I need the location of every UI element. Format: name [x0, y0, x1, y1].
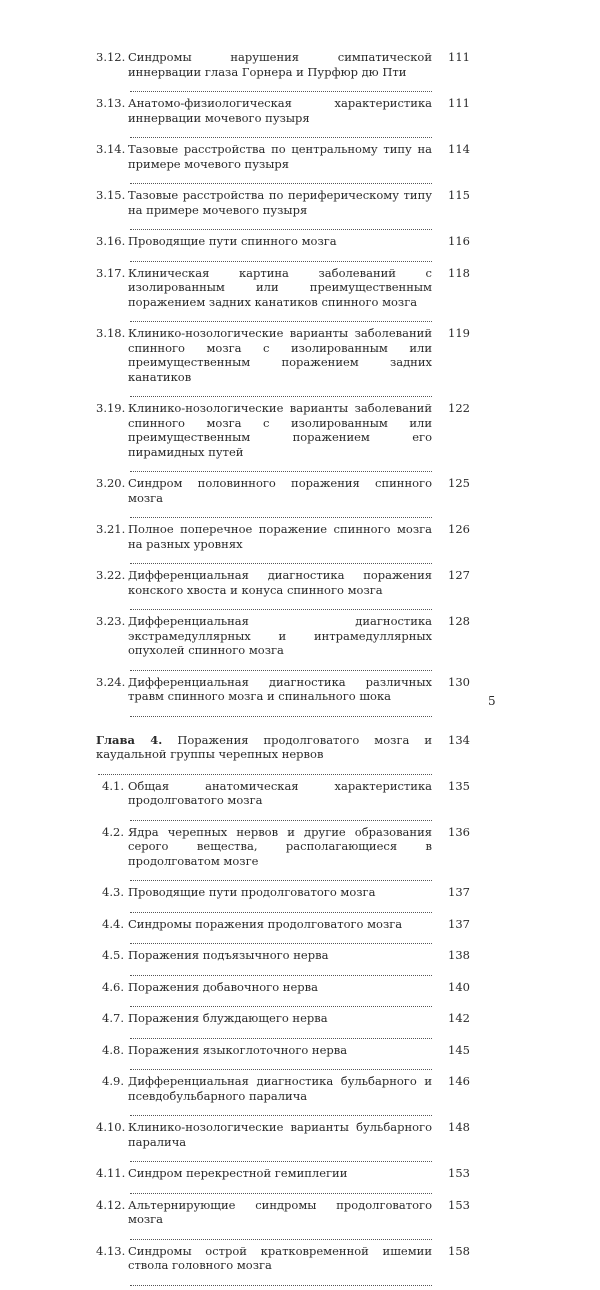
section-title: Клиническая картина заболеваний с изолированным или преимущественным поражением задних канатиков спинного мозга — [128, 265, 432, 309]
section-title: Синдромы острой кратковременной ишемии ствола головного мозга — [128, 1243, 432, 1272]
entry-body — [128, 1011, 432, 1039]
section-title: Полное поперечное поражение спинного мозга на разных уровнях — [128, 522, 432, 551]
entry-text-wrap — [128, 779, 432, 821]
dot-leader — [130, 1181, 432, 1194]
entry-text-wrap — [128, 1244, 432, 1286]
page-ref: 111 — [448, 96, 470, 110]
toc-entry[interactable] — [96, 188, 470, 230]
dot-leader — [130, 1026, 432, 1039]
section-number: 3.20. — [96, 476, 126, 490]
section-title: Клинико-нозологические варианты заболеваний спинного мозга с изолированным или преимущественным поражением его пирамидных путей — [128, 401, 432, 459]
entry-body — [128, 779, 432, 821]
entry-text-wrap — [128, 188, 432, 230]
section-title: Тазовые расстройства по периферическому типу на примере мочевого пузыря — [128, 188, 432, 217]
toc-entry[interactable] — [96, 1166, 470, 1194]
page-ref: 142 — [448, 1011, 470, 1025]
section-number: 3.17. — [96, 265, 126, 280]
entry-text-wrap — [128, 234, 432, 262]
entry-body — [128, 522, 432, 564]
dot-leader — [130, 384, 432, 397]
page-ref: 125 — [448, 476, 470, 490]
entry-body — [128, 1198, 432, 1240]
dot-leader — [130, 994, 432, 1007]
dot-leader — [130, 249, 432, 262]
page-ref: 130 — [448, 674, 470, 689]
entry-body — [128, 50, 432, 92]
entry-body — [128, 1120, 432, 1162]
toc-entry[interactable] — [96, 675, 470, 717]
toc-entry[interactable] — [96, 1043, 470, 1071]
section-title: Поражения добавочного нерва — [128, 979, 318, 994]
toc-entry[interactable] — [96, 1198, 470, 1240]
dot-leader — [130, 459, 432, 472]
entry-text-wrap — [128, 142, 432, 184]
toc-entry[interactable] — [96, 1074, 470, 1116]
dot-leader — [130, 704, 432, 717]
toc-entry[interactable] — [96, 326, 470, 397]
page-ref: 145 — [448, 1042, 470, 1057]
section-number: 4.9. — [102, 1074, 124, 1088]
entry-text-wrap — [128, 50, 432, 92]
section-title: Ядра черепных нервов и другие образования серого вещества, располагающиеся в продолговатом мозге — [128, 824, 432, 868]
page-ref: 140 — [448, 979, 470, 994]
page-ref: 116 — [448, 234, 470, 248]
section-number: 3.14. — [96, 142, 126, 156]
dot-leader — [130, 79, 432, 92]
page-ref: 148 — [448, 1120, 470, 1134]
section-title: Дифференциальная диагностика экстрамедуллярных и интрамедуллярных опухолей спинного мозга — [128, 614, 432, 657]
entry-text-wrap — [128, 476, 432, 518]
entry-body — [128, 1043, 432, 1071]
page-number: 5 — [488, 694, 496, 708]
entry-body — [128, 401, 432, 472]
page-ref: 114 — [448, 142, 470, 156]
dot-leader — [130, 931, 432, 944]
page-ref: 138 — [448, 948, 470, 962]
section-title: Альтернирующие синдромы продолговатого мозга — [128, 1197, 432, 1226]
entry-body — [128, 96, 432, 138]
dot-leader — [130, 309, 432, 322]
toc-entry[interactable] — [96, 948, 470, 976]
entry-body — [128, 188, 432, 230]
dot-leader — [130, 1103, 432, 1116]
dot-leader — [130, 551, 432, 564]
toc-entry[interactable] — [96, 142, 470, 184]
page-ref: 153 — [448, 1197, 470, 1212]
page-ref: 126 — [448, 522, 470, 536]
dot-leader — [130, 900, 432, 913]
dot-leader — [130, 1149, 432, 1162]
section-number: 3.13. — [96, 96, 126, 110]
entry-text-wrap — [128, 1120, 432, 1162]
section-list-chapter-4 — [96, 779, 470, 1286]
page-ref: 122 — [448, 401, 470, 415]
toc-entry[interactable] — [96, 476, 470, 518]
toc-entry[interactable] — [96, 266, 470, 323]
page-ref: 118 — [448, 265, 470, 280]
dot-leader — [98, 762, 432, 775]
section-number: 3.18. — [96, 326, 126, 340]
table-of-contents — [96, 50, 470, 1290]
section-number: 3.23. — [96, 614, 126, 628]
entry-body — [128, 234, 432, 262]
entry-body — [128, 1244, 432, 1286]
entry-text-wrap — [128, 948, 432, 976]
toc-entry[interactable] — [96, 614, 470, 671]
section-title: Клинико-нозологические варианты бульбарного паралича — [128, 1120, 432, 1149]
page-ref: 135 — [448, 778, 470, 793]
toc-entry[interactable] — [96, 234, 470, 262]
dot-leader — [130, 217, 432, 230]
entry-body — [128, 326, 432, 397]
section-title: Синдром перекрестной гемиплегии — [128, 1166, 348, 1180]
section-title: Общая анатомическая характеристика продолговатого мозга — [128, 778, 432, 807]
section-title: Тазовые расстройства по центральному типу на примере мочевого пузыря — [128, 142, 432, 171]
page-ref: 136 — [448, 824, 470, 839]
entry-body — [128, 917, 432, 945]
dot-leader — [130, 171, 432, 184]
chapter-4-entry[interactable] — [96, 733, 470, 775]
dot-leader — [130, 1057, 432, 1070]
dot-leader — [130, 658, 432, 671]
toc-entry[interactable] — [96, 568, 470, 610]
toc-entry[interactable] — [96, 522, 470, 564]
section-title: Синдромы поражения продолговатого мозга — [128, 916, 403, 931]
entry-text-wrap — [128, 1074, 432, 1116]
toc-entry[interactable] — [96, 917, 470, 945]
entry-text-wrap — [128, 266, 432, 323]
toc-entry[interactable] — [96, 779, 470, 821]
page-ref: 158 — [448, 1243, 470, 1258]
page-ref: 146 — [448, 1074, 470, 1088]
entry-body — [128, 825, 432, 882]
entry-text-wrap — [128, 1011, 432, 1039]
section-number: 4.6. — [102, 979, 124, 994]
entry-text-wrap — [128, 568, 432, 610]
toc-entry[interactable] — [96, 1244, 470, 1286]
dot-leader — [130, 505, 432, 518]
page-ref: 153 — [448, 1166, 470, 1180]
toc-entry[interactable] — [96, 1120, 470, 1162]
dot-leader — [130, 1273, 432, 1286]
dot-leader — [130, 597, 432, 610]
entry-text-wrap — [128, 522, 432, 564]
entry-body — [128, 980, 432, 1008]
section-title: Проводящие пути продолговатого мозга — [128, 885, 376, 899]
entry-text-wrap — [128, 326, 432, 397]
chapter-page: 134 — [448, 732, 470, 747]
dot-leader — [130, 808, 432, 821]
dot-leader — [130, 1227, 432, 1240]
section-title: Анатомо-физиологическая характеристика иннервации мочевого пузыря — [128, 96, 432, 125]
section-number: 4.5. — [102, 948, 124, 962]
section-number: 4.11. — [96, 1166, 126, 1180]
section-number: 3.21. — [96, 522, 126, 536]
entry-text-wrap — [128, 917, 432, 945]
page-ref: 128 — [448, 614, 470, 628]
section-title: Проводящие пути спинного мозга — [128, 234, 337, 248]
entry-text-wrap — [128, 96, 432, 138]
section-title: Клинико-нозологические варианты заболеваний спинного мозга с изолированным или преимущественным поражением задних канатиков — [128, 326, 432, 384]
section-number: 4.13. — [96, 1243, 126, 1258]
entry-body — [128, 1166, 432, 1194]
section-number: 4.4. — [102, 916, 124, 931]
section-number: 3.24. — [96, 674, 126, 689]
toc-entry[interactable] — [96, 980, 470, 1008]
entry-body — [128, 568, 432, 610]
section-number: 4.12. — [96, 1197, 126, 1212]
section-number: 4.3. — [102, 885, 124, 899]
entry-text-wrap — [128, 614, 432, 671]
page-ref: 115 — [448, 188, 470, 202]
chapter-label: Глава 4. — [96, 732, 163, 747]
entry-text-wrap — [128, 885, 432, 913]
dot-leader — [130, 963, 432, 976]
page-ref: 111 — [448, 50, 470, 64]
section-title: Синдромы нарушения симпатической иннервации глаза Горнера и Пурфюр дю Пти — [128, 50, 432, 79]
chapter-text — [96, 733, 432, 775]
section-number: 4.2. — [102, 824, 124, 839]
section-title: Дифференциальная диагностика бульбарного и псевдобульбарного паралича — [128, 1074, 432, 1103]
section-number: 4.7. — [102, 1011, 124, 1025]
entry-body — [128, 476, 432, 518]
entry-text-wrap — [128, 1043, 432, 1071]
entry-body — [128, 142, 432, 184]
toc-entry[interactable] — [96, 96, 470, 138]
section-title: Поражения подъязычного нерва — [128, 948, 329, 962]
section-number: 3.12. — [96, 50, 126, 64]
entry-body — [128, 614, 432, 671]
toc-entry[interactable] — [96, 50, 470, 92]
page-ref: 137 — [448, 885, 470, 899]
section-list-chapter-3 — [96, 50, 470, 717]
toc-entry[interactable] — [96, 1011, 470, 1039]
page-ref: 137 — [448, 916, 470, 931]
section-title: Поражения языкоглоточного нерва — [128, 1042, 348, 1057]
section-number: 3.19. — [96, 401, 126, 415]
entry-text-wrap — [128, 980, 432, 1008]
entry-text-wrap — [128, 401, 432, 472]
section-number: 3.16. — [96, 234, 126, 248]
section-number: 3.15. — [96, 188, 126, 202]
section-number: 4.10. — [96, 1120, 126, 1134]
section-title: Поражения блуждающего нерва — [128, 1011, 328, 1025]
entry-text-wrap — [128, 1198, 432, 1240]
entry-text-wrap — [128, 825, 432, 882]
entry-body — [128, 948, 432, 976]
entry-body — [128, 266, 432, 323]
section-title: Синдром половинного поражения спинного мозга — [128, 476, 432, 505]
entry-body — [128, 675, 432, 717]
section-title: Дифференциальная диагностика различных травм спинного мозга и спинального шока — [128, 674, 432, 703]
section-number: 4.1. — [102, 778, 124, 793]
chapter-title: Поражения продолговатого мозга и каудальной группы черепных нервов — [96, 732, 432, 761]
dot-leader — [130, 125, 432, 138]
page-ref: 127 — [448, 568, 470, 582]
dot-leader — [130, 868, 432, 881]
chapter-body — [96, 733, 432, 775]
toc-entry[interactable] — [96, 401, 470, 472]
section-number: 3.22. — [96, 568, 126, 582]
entry-body — [128, 1074, 432, 1116]
toc-entry[interactable] — [96, 825, 470, 882]
section-number: 4.8. — [102, 1042, 124, 1057]
page-ref: 119 — [448, 326, 470, 340]
section-title: Дифференциальная диагностика поражения конского хвоста и конуса спинного мозга — [128, 568, 432, 597]
entry-text-wrap — [128, 1166, 432, 1194]
entry-text-wrap — [128, 675, 432, 717]
entry-body — [128, 885, 432, 913]
toc-entry[interactable] — [96, 885, 470, 913]
